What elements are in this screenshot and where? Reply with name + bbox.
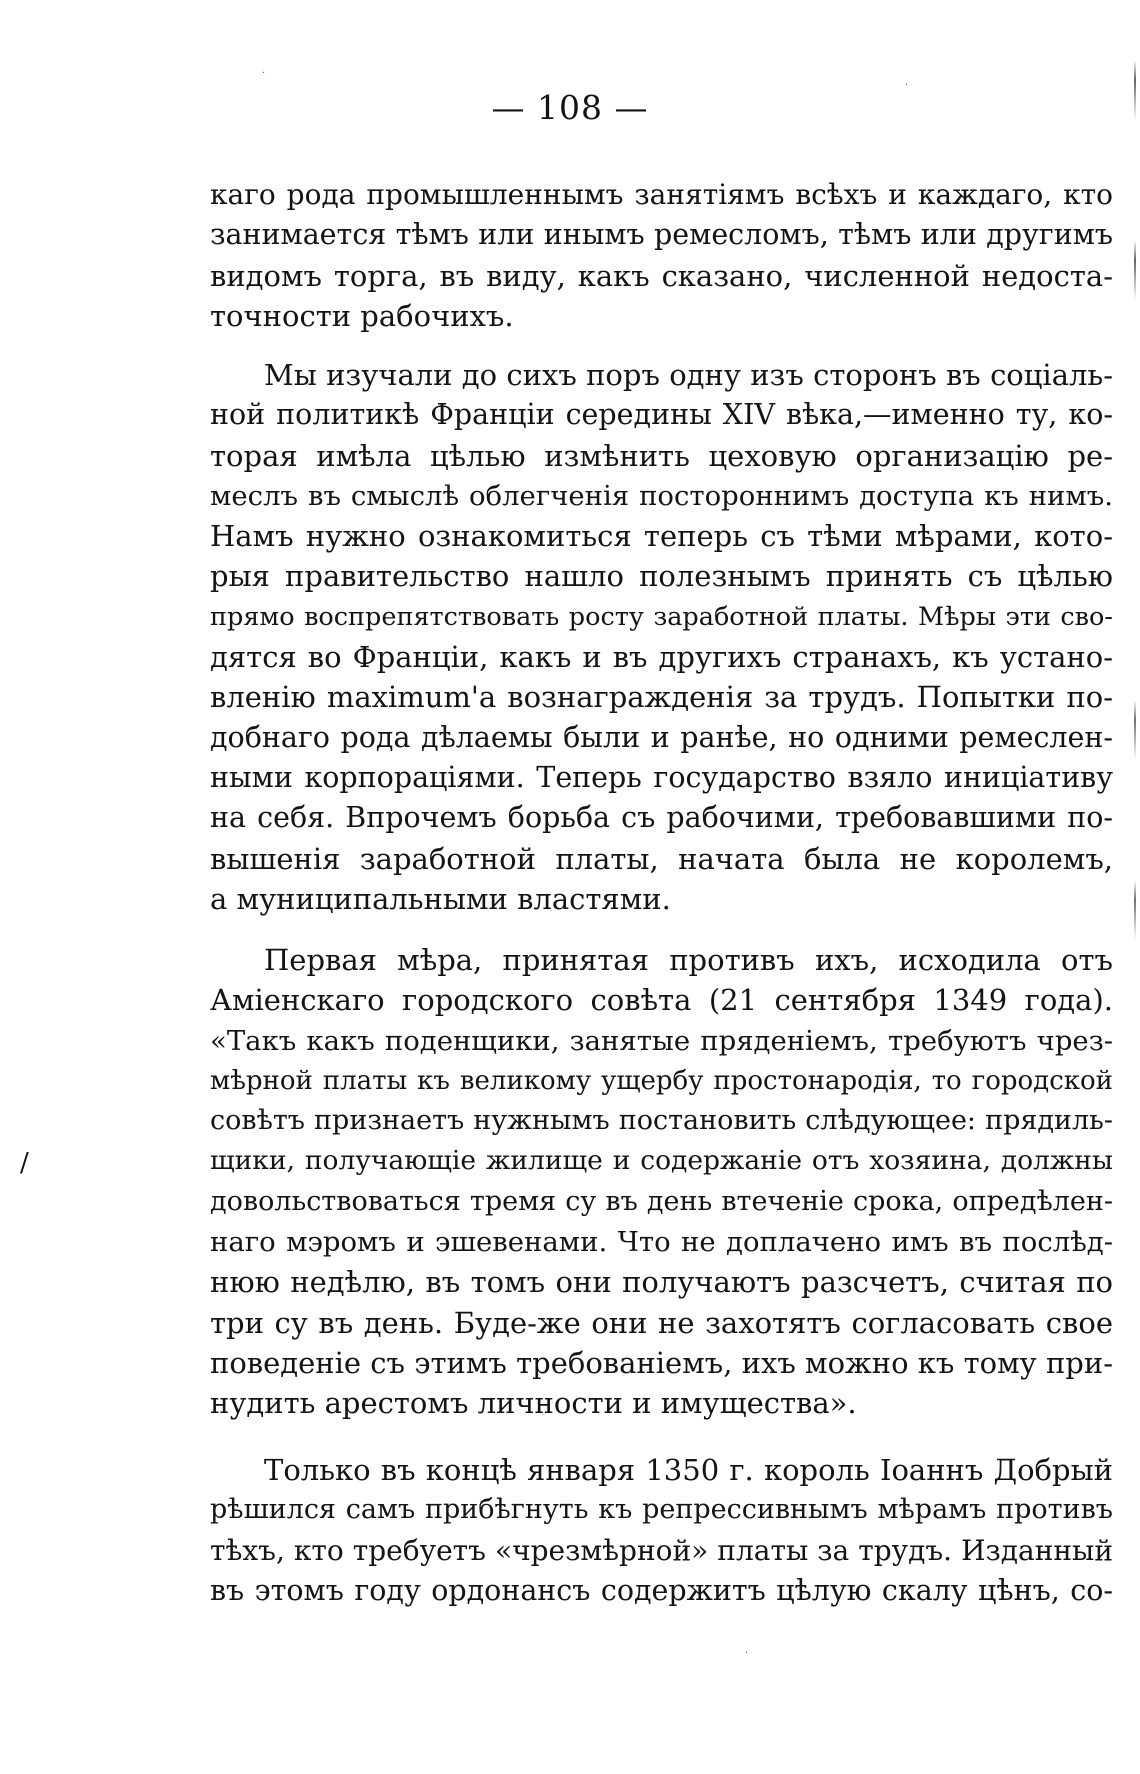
paragraph-1 — [210, 175, 1113, 336]
text-line: занимается тѣмъ или инымъ ремесломъ, тѣмъ или другимъ — [210, 218, 1113, 252]
page-number: — 108 — — [491, 88, 649, 127]
paragraph-3 — [210, 940, 1113, 1424]
text-line: Мы изучали до сихъ поръ одну изъ сторонъ въ соціаль- — [264, 358, 1113, 392]
text-line: меслъ въ смыслѣ облегченія постороннимъ доступа къ нимъ. — [210, 479, 1113, 512]
text-line: торая имѣла цѣлью измѣнить цеховую организацію ре- — [210, 438, 1113, 473]
text-line: въ этомъ году ордонансъ содержитъ цѣлую скалу цѣнъ, со- — [210, 1573, 1113, 1607]
text-line: видомъ торга, въ виду, какъ сказано, численной недоста- — [210, 258, 1113, 293]
text-line: тѣхъ, кто требуетъ «чрезмѣрной» платы за трудъ. Изданный — [210, 1533, 1113, 1567]
text-line: Только въ концѣ января 1350 г. король Іоаннъ Добрый — [264, 1453, 1113, 1487]
text-line: дятся во Франціи, какъ и въ другихъ странахъ, къ устано- — [210, 640, 1113, 675]
text-line: на себя. Впрочемъ борьба съ рабочими, требовавшими по- — [210, 801, 1113, 835]
text-line: «Такъ какъ поденщики, занятые пряденіемъ, требуютъ чрез- — [210, 1024, 1113, 1057]
text-line: наго мэромъ и эшевенами. Что не доплачено имъ въ послѣд- — [210, 1226, 1113, 1259]
scan-speck: · — [905, 80, 909, 91]
text-line: три су въ день. Буде-же они не захотятъ согласовать свое — [210, 1305, 1113, 1340]
text-line: Намъ нужно ознакомиться теперь съ тѣми мѣрами, кото- — [210, 519, 1113, 554]
text-line: добнаго рода дѣлаемы были и ранѣе, но одними ремеслен- — [210, 720, 1113, 754]
scan-speck: · — [745, 1648, 749, 1659]
text-line: поведеніе съ этимъ требованіемъ, ихъ можно къ тому при- — [210, 1345, 1113, 1380]
text-line: Аміенскаго городского совѣта (21 сентября 1349 года). — [210, 983, 1113, 1018]
margin-mark: / — [20, 1148, 29, 1178]
text-line: нюю недѣлю, въ томъ они получаютъ разсчетъ, считая по — [210, 1265, 1113, 1300]
paragraph-2 — [210, 355, 1113, 919]
text-line: ными корпораціями. Теперь государство взяло иниціативу — [210, 760, 1113, 794]
text-line: рыя правительство нашло полезнымъ принять съ цѣлью — [210, 559, 1113, 594]
text-line: каго рода промышленнымъ занятіямъ всѣхъ и каждаго, кто — [210, 178, 1113, 211]
text-line: ной политикѣ Франціи середины XIV вѣка,—именно ту, ко- — [210, 398, 1113, 432]
text-line: вленію maximum'а вознагражденія за трудъ. Попытки по- — [210, 680, 1113, 715]
paragraph-4 — [210, 1450, 1113, 1611]
text-line: нудить арестомъ личности и имущества». — [210, 1386, 857, 1421]
page-edge-shadow — [1134, 60, 1136, 1680]
text-line: мѣрной платы къ великому ущербу простонародія, то городской — [210, 1065, 1113, 1096]
text-line: прямо воспрепятствовать росту заработной платы. Мѣры эти сво- — [210, 601, 1113, 632]
text-line: Первая мѣра, принятая противъ ихъ, исходила отъ — [264, 943, 1113, 977]
text-line: а муниципальными властями. — [210, 881, 671, 916]
text-line: щики, получающіе жилище и содержаніе отъ хозяина, должны — [210, 1145, 1113, 1177]
text-line: довольствоваться тремя су въ день втеченіе срока, опредѣлен- — [210, 1185, 1113, 1217]
text-line: совѣтъ признаетъ нужнымъ постановить слѣдующее: прядиль- — [210, 1105, 1113, 1137]
scan-speck: · — [262, 68, 266, 79]
text-line: вышенія заработной платы, начата была не королемъ, — [210, 841, 1113, 876]
text-line: рѣшился самъ прибѣгнуть къ репрессивнымъ мѣрамъ противъ — [210, 1494, 1113, 1526]
text-line: точности рабочихъ. — [210, 298, 514, 333]
